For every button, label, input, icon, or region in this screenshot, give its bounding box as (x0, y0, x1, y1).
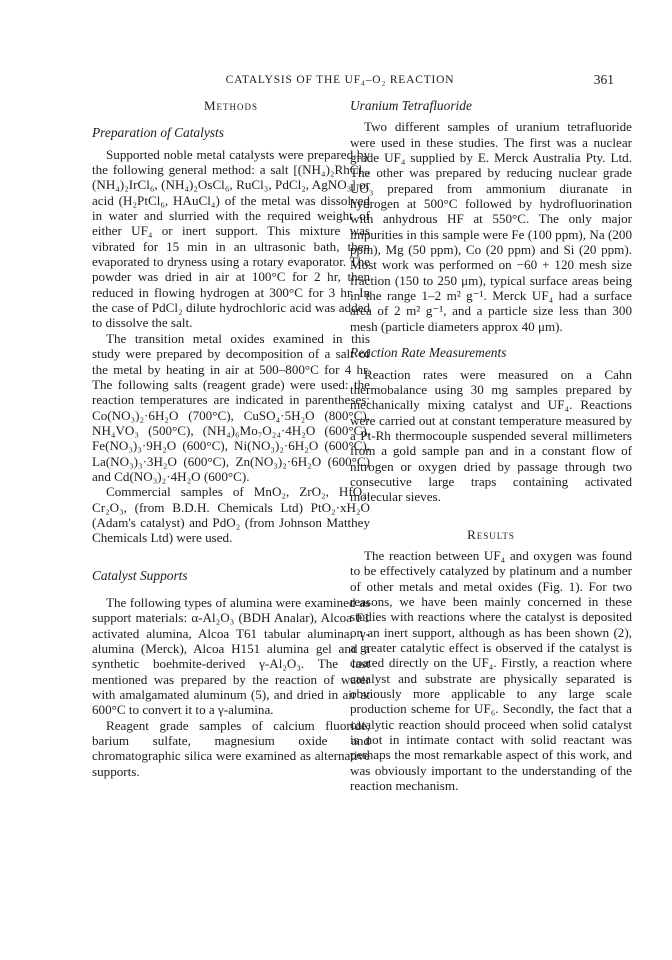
uranium-paragraph-1: Two different samples of uranium tetrafluoride were used in these studies. The first was a nuclear grade UF₄ supplied by E. Merck Australia Pty. Ltd. The other was prepared by reducing nuclear grade UO₃ prepared from ammonium diuranate in hydrogen at 500°C followed by hydrofluorination with anhydrous HF at 550°C. The only major impurities in this sample were Fe (100 ppm), Na (200 ppm), Mg (50 ppm), Co (20 ppm) and Si (20 ppm). Most work was performed on −60 + 120 mesh size fraction (150 to 250 μm), typical surface areas being in the range 1–2 m² g⁻¹. Merck UF₄ had a surface area of 2 m² g⁻¹, and a particle size less than 300 mesh (particle diameters approx 40 μm). (350, 119, 632, 334)
rate-paragraph-1: Reaction rates were measured on a Cahn thermobalance using 30 mg samples prepared by mechanically mixing catalyst and UF₄. Reactions were carried out at constant temperature measured by a Pt-Rh thermocouple suspended several millimeters from a gold sample pan and in a constant flow of nitrogen or oxygen dried by passage through two consecutive large traps containing activated molecular sieves. (350, 366, 632, 505)
right-column (350, 98, 632, 793)
supports-heading: Catalyst Supports (92, 567, 188, 583)
preparation-heading: Preparation of Catalysts (92, 125, 224, 141)
left-column (92, 98, 370, 779)
page-number: 361 (593, 72, 614, 87)
uranium-heading: Uranium Tetrafluoride (350, 98, 472, 113)
supports-paragraph-1: The following types of alumina were examined as support materials: α-Al₂O₃ (BDH Analar), Alcoa F1 activated alumina, Alcoa T61 tabular alumina, γ-alumina (Merck), Alcoa H151 alumina gel and a synthetic boehmite-derived γ-Al₂O₃. The last mentioned was prepared by the reaction of water with amalgamated aluminum (5), and dried in air at 600°C to convert it to a γ-alumina. (92, 594, 370, 718)
rate-heading: Reaction Rate Measurements (350, 345, 507, 361)
preparation-paragraph-1: Supported noble metal catalysts were prepared by the following general method: a salt [(NH₄)₂RhCl₆, (NH₄)₂IrCl₆, (NH₄)₂OsCl₆, RuCl₃, PdCl₂, AgNO₃] or acid (H₂PtCl₆, HAuCl₄) of the metal was dissolved in water and slurried with the required weight of either UF₄ or inert support. This mixture was vibrated for 15 min in an ultrasonic bath, then evaporated to dryness using a rotary evaporator. The powder was dried in air at 100°C for 2 hr, then reduced in flowing hydrogen at 300°C for 3 hr. In the case of PdCl₂ dilute hydrochloric acid was added to dissolve the salt. (92, 146, 370, 331)
preparation-paragraph-3: Commercial samples of MnO₂, ZrO₂, HfO₂, Cr₂O₃, (from B.D.H. Chemicals Ltd) PtO₂·xH₂O (Adam's catalyst) and PdO₂ (from Johnson Matthey Chemicals Ltd) were used. (92, 484, 370, 546)
running-head (0, 72, 672, 92)
methods-heading: Methods (203, 98, 259, 113)
running-title: CATALYSIS OF THE UF₄–O₂ REACTION (225, 74, 455, 86)
results-paragraph-1: The reaction between UF₄ and oxygen was found to be effectively catalyzed by platinum and a number of other metals and metal oxides (Fig. 1). For two reasons, we have been mainly concerned in these studies with reactions where the catalyst is deposited on an inert support, although as has been shown (2), a greater catalytic effect is observed if the catalyst is coated directly on the UF₄. Firstly, a reaction where catalyst and substrate are physically separated is obviously more applicable to any large scale production scheme for UF₆. Secondly, the fact that a catalytic reaction should proceed when solid catalyst is not in intimate contact with solid reactant was perhaps the most remarkable aspect of this work, and was obviously important to the understanding of the reaction mechanism. (350, 547, 632, 794)
results-heading: Results (467, 526, 515, 542)
preparation-paragraph-2: The transition metal oxides examined in this study were prepared by decomposition of a salt of the metal by heating in air at 500–800°C for 4 hr. The following salts (reagent grade) were used: the reaction temperatures are indicated in parentheses: Co(NO₃)₂·6H₂O (700°C), CuSO₄·5H₂O (800°C), NH₄VO₃ (500°C), (NH₄)₆Mo₇O₂₄·4H₂O (600°C), Fe(NO₃)₃·9H₂O (600°C), Ni(NO₃)₂·6H₂O (600°C), La(NO₃)₃·3H₂O (600°C), Zn(NO₃)₂·6H₂O (600°C) and Cd(NO₃)₂·4H₂O (600°C). (92, 330, 370, 484)
supports-paragraph-2: Reagent grade samples of calcium fluoride, barium sulfate, magnesium oxide and chromatographic silica were examined as alternative supports. (92, 717, 370, 779)
